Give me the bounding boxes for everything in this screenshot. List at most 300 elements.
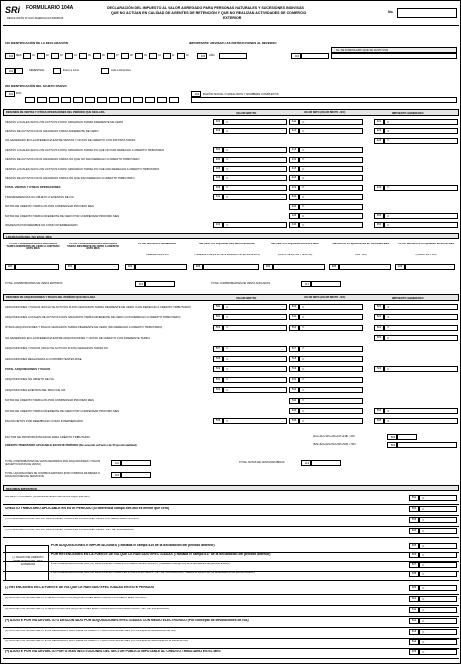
resumen-equals-610: = [422, 595, 425, 601]
resumen-label-611: (+) AJUSTE POR IVA DEVUELTO O DESCONTADO EN ADQUISICIONES EFECTUADAS EN ZONAS AFECTADAS - LEY DE SOLIDARIDAD [5, 608, 170, 610]
month-check-11[interactable] [163, 53, 171, 59]
ruc-digit-box[interactable] [97, 97, 107, 103]
resumen-equals-602: = [422, 505, 425, 511]
ruc-digit-box[interactable] [133, 97, 143, 103]
month-label-11: 11 [172, 54, 175, 57]
adq-input[interactable] [299, 314, 363, 320]
liq-header-1: TOTAL TRANSFERENCIAS GRAVADAS TARIFA DIFERENTE DE CERO A CONTADO ESTE MES [6, 243, 60, 251]
sustituye-input[interactable] [301, 53, 329, 59]
adq-code-text: 529 [376, 367, 382, 371]
ruc-digit-box[interactable] [73, 97, 83, 103]
resumen-code-text-606: 606 [411, 553, 417, 556]
adq-code-text: 518 [291, 357, 297, 360]
adq-input[interactable] [223, 377, 287, 383]
adq-equals: = [302, 355, 305, 361]
ventas-input[interactable] [299, 147, 363, 153]
month-label-07: 07 [116, 54, 119, 57]
adq-equals: = [226, 313, 229, 319]
liq-input-481[interactable] [75, 264, 119, 270]
adq-equals: = [226, 386, 229, 392]
ruc-digit-box[interactable] [61, 97, 71, 103]
resumen-divider [3, 648, 459, 649]
sem1-check[interactable] [53, 68, 61, 74]
liq-input-480[interactable] [15, 264, 59, 270]
resumen-header [3, 485, 459, 491]
adq-code-text: 543 [291, 398, 297, 402]
ventas-input[interactable] [223, 185, 287, 191]
adq-input[interactable] [384, 304, 458, 310]
adq-equals: = [387, 365, 390, 371]
adq-code-text: 512 [291, 325, 297, 329]
ct-code: 564 [387, 442, 397, 448]
adq-equals: = [226, 303, 229, 309]
ventas-equals: = [387, 127, 390, 133]
anio-input[interactable] [219, 53, 247, 59]
ventas-code-text: 422 [376, 129, 382, 133]
resumen-input-607[interactable] [419, 562, 457, 568]
adq-equals: = [302, 303, 305, 309]
saldo-label: (-) SALDO DE CRÉDITO ANTERIOR [12, 555, 44, 567]
resumen-equals-605: = [422, 542, 425, 548]
adq-equals: = [387, 407, 390, 413]
ventas-code-text: 429 [376, 185, 382, 189]
tc-anulados-code: 117 [301, 281, 311, 287]
ventas-equals: = [302, 146, 305, 152]
adq-col4: IMPUESTO GENERADO [392, 296, 424, 300]
adq-code-text: 517 [291, 346, 297, 350]
month-label-04: 04 [74, 54, 77, 57]
ventas-equals: = [387, 184, 390, 190]
tc2-input[interactable] [311, 460, 341, 466]
ruc-digit-box[interactable] [157, 97, 167, 103]
resumen-label-602: CRÉDITO TRIBUTARIO APLICABLE EN ESTE PERÍODO (Si diferencia campo 499-564 es menor que cero) [5, 507, 170, 510]
adq-label: ADQUISICIONES EXENTAS DEL PAGO DE IVA [5, 388, 66, 392]
resumen-code-text-607: 607 [411, 563, 417, 566]
liquidacion-header [3, 233, 459, 239]
adq-equals: = [226, 417, 229, 423]
mes-label: MES [16, 54, 22, 57]
resumen-label-606: POR RETENCIONES EN LA FUENTE DE IVA QUE LE HAN SIDO EFECTUADAS (Traslada el campo 617 de la declaración del período anterior) [51, 553, 271, 556]
semestral-code: 101 [5, 68, 15, 74]
adq-equals: = [302, 376, 305, 382]
resumen-input-612[interactable] [419, 618, 457, 624]
month-check-12[interactable] [177, 53, 185, 59]
resumen-label-610: (+) AJUSTE POR IVA DEVUELTO O DESCONTADO POR ADQUISICIONES EFECTUADAS CON MEDIO ELECTRÓNICO [5, 597, 147, 599]
ventas-input[interactable] [384, 128, 458, 134]
ruc-digit-box[interactable] [121, 97, 131, 103]
tc3-input[interactable] [121, 472, 151, 478]
ventas-code-text: 411 [291, 120, 297, 123]
adq-equals: = [387, 334, 390, 340]
ventas-input[interactable] [384, 222, 458, 228]
adq-input[interactable] [299, 366, 363, 372]
ruc-label: RUC [16, 92, 22, 95]
ventas-equals: = [387, 118, 390, 124]
month-check-05[interactable] [79, 53, 87, 59]
ventas-input[interactable] [384, 185, 458, 191]
resumen-label-604: (-) COMPENSACIÓN DE IVA POR VENTAS EFECTUADAS EN ZONAS AFECTADAS - LEY DE SOLIDARIDAD [5, 529, 134, 531]
resumen-divider [3, 616, 459, 617]
month-check-10[interactable] [149, 53, 157, 59]
mes-code: 101 [5, 53, 15, 59]
tc-anulados-input[interactable] [311, 281, 341, 287]
resumen-divider [3, 658, 459, 659]
adq-input[interactable] [299, 377, 363, 383]
adq-code-text: 535 [215, 419, 221, 423]
sem2-label: Julio a Diciembre [111, 69, 131, 72]
ventas-equals: = [302, 203, 305, 209]
adq-input[interactable] [299, 387, 363, 393]
ventas-label: VENTAS LOCALES (EXCLUYE ACTIVOS FIJOS) GRAVADAS TARIFA 0% QUE DAN DERECHO A CRÉDITO TRIBUTARIO [5, 167, 160, 171]
form-number-field[interactable] [397, 8, 457, 18]
resumen-label-614: (+) AJUSTE POR IVA DEVUELTO E IVA RECHAZADO IMPUTABLE AL CRÉDITO TRIBUTARIO EN EL MES (Por concepto de retenciones en la fuente de IVA) [5, 640, 189, 642]
adq-input[interactable] [384, 335, 458, 341]
tc2-label: TOTAL NOTAS DE VENTA RECIBIDAS [239, 461, 285, 464]
adq-equals: = [302, 386, 305, 392]
resumen-equals-606: = [422, 551, 425, 557]
ventas-input[interactable] [299, 157, 363, 163]
month-check-04[interactable] [65, 53, 73, 59]
ventas-code-text: 406 [215, 176, 221, 180]
tc-emitidos-input[interactable] [145, 281, 175, 287]
ventas-equals: = [302, 165, 305, 171]
resumen-input-601[interactable] [419, 495, 457, 501]
saldo-label-box [5, 545, 49, 581]
month-check-03[interactable] [51, 53, 59, 59]
ventas-input[interactable] [299, 194, 363, 200]
adq-equals: = [302, 417, 305, 423]
adq-equals: = [302, 397, 305, 403]
tc-emitidos-label: TOTAL COMPROBANTES DE VENTA EMITIDOS [5, 282, 63, 285]
resumen-input-606[interactable] [419, 552, 457, 558]
month-label-01: 01 [32, 54, 35, 57]
resumen-equals-615: = [422, 648, 425, 654]
adq-equals: = [302, 345, 305, 351]
adq-input[interactable] [299, 408, 363, 414]
adq-equals: = [387, 417, 390, 423]
tc1-input[interactable] [121, 460, 151, 466]
resumen-input-610[interactable] [419, 596, 457, 602]
ventas-input[interactable] [299, 128, 363, 134]
ventas-input[interactable] [299, 185, 363, 191]
anio-code: 102 [197, 53, 207, 59]
resumen-input-602[interactable] [419, 506, 457, 512]
resumen-equals-604: = [422, 527, 425, 533]
resumen-code-text-605: 605 [411, 544, 417, 547]
liq-input-499[interactable] [405, 264, 455, 270]
adq-input[interactable] [299, 356, 363, 362]
ventas-code-text: 453 [376, 214, 382, 217]
resumen-input-603[interactable] [419, 517, 457, 523]
liq-header-5: IMPUESTO A LIQUIDAR EN ESTE MES [271, 243, 319, 245]
adq-input[interactable] [223, 356, 287, 362]
resumen-code-text-614: 614 [411, 640, 417, 643]
resumen-label-609: (-) RETENCIONES EN LA FUENTE DE IVA QUE LE HAN SIDO EFECTUADAS EN ESTE PERÍODO [5, 586, 155, 589]
resumen-code-text-610: 610 [411, 597, 417, 600]
resumen-equals-601: = [422, 494, 425, 500]
tc-anulados-label: TOTAL COMPROBANTES DE VENTA ANULADOS [211, 282, 270, 285]
ventas-label: TRANSFERENCIAS NO OBJETO O EXENTAS DE IVA [5, 195, 74, 199]
resumen-section: RESUMEN IMPOSITIVO [6, 486, 38, 491]
ct-label: CRÉDITO TRIBUTARIO APLICABLE EN ESTE PERÍODO (De acuerdo al Factor de Proporcionalidad) [5, 443, 137, 447]
tc2-code: 113 [301, 460, 311, 466]
adq-label: PAGOS NETOS POR REEMBOLSO COMO INTERMEDIARIO [5, 419, 83, 423]
liq-header-sub-7: (SUMAR 483 + 484) [415, 254, 437, 256]
ventas-equals: = [226, 156, 229, 162]
month-check-08[interactable] [121, 53, 129, 59]
month-check-01[interactable] [23, 53, 31, 59]
ct-input[interactable] [397, 442, 457, 448]
adq-code-text: 511 [291, 315, 297, 319]
month-check-06[interactable] [93, 53, 101, 59]
adq-label: ADQUISICIONES Y PAGOS (EXCLUYE ACTIVOS FIJOS) GRAVADOS TARIFA DIFERENTE DE CERO (CON DERECHO A CRÉDITO TRIBUTARIO) [5, 305, 191, 309]
ruc-digit-box[interactable] [109, 97, 119, 103]
liq-header-sub-3: Trasládese campo 429 [145, 254, 169, 256]
ventas-input[interactable] [384, 119, 458, 125]
adq-input[interactable] [384, 418, 458, 424]
adq-input[interactable] [223, 346, 287, 352]
ventas-code-text: 454 [376, 223, 382, 227]
ventas-equals: = [302, 212, 305, 218]
sem1-label: Enero a Junio [63, 69, 80, 72]
month-label-10: 10 [158, 54, 161, 57]
resumen-input-604[interactable] [419, 528, 457, 534]
header-divider [3, 25, 459, 26]
ventas-input[interactable] [223, 194, 287, 200]
ventas-input[interactable] [299, 119, 363, 125]
ventas-code-text: 403 [215, 148, 221, 152]
ventas-equals: = [226, 165, 229, 171]
resumen-divider [3, 515, 459, 516]
adq-code-text: 542 [291, 388, 297, 392]
resumen-label-608: POR COMPENSACIÓN DE IVA POR VENTAS EFECTUADAS EN ZONAS AFECTADAS - LEY DE SOLIDARIDAD (Traslada el campo 621 de la declaración del período anterior) [51, 572, 255, 574]
adq-code-text: 521 [376, 315, 382, 319]
ventas-equals: = [226, 174, 229, 180]
resumen-code-text-602: 602 [411, 507, 417, 510]
ruc-digit-box[interactable] [37, 97, 47, 103]
ventas-code-text: 421 [376, 120, 382, 123]
liq-header-3: TOTAL IMPUESTO GENERADO [137, 243, 177, 245]
month-label-12: 12 [186, 54, 189, 57]
ventas-input[interactable] [223, 128, 287, 134]
adq-code-text: 507 [215, 346, 221, 350]
month-check-09[interactable] [135, 53, 143, 59]
resumen-input-614[interactable] [419, 639, 457, 645]
razon-label: RAZÓN SOCIAL O APELLIDOS Y NOMBRES COMPLETOS [203, 92, 279, 96]
liq-input-484[interactable] [273, 264, 325, 270]
ruc-code: 201 [5, 91, 15, 97]
form-title-3: EXTERIOR [223, 16, 242, 20]
ruc-digit-box[interactable] [49, 97, 59, 103]
semestral-check[interactable] [15, 68, 23, 74]
razon-input[interactable] [191, 97, 457, 103]
liq-header-6: IMPUESTO A LIQUIDAR EN EL PRÓXIMO MES [332, 243, 390, 245]
liq-input-485[interactable] [339, 264, 391, 270]
adq-code-text: 545 [291, 419, 297, 423]
ventas-code-text: 413 [291, 148, 297, 152]
adq-equals: = [226, 355, 229, 361]
ventas-equals: = [387, 221, 390, 227]
ventas-code-text: 409 [215, 185, 221, 189]
liq-header-sub-4: (Trasládese el campo 485 de la declaración del período anterior) [194, 254, 260, 256]
ventas-label: VENTAS DE ACTIVOS FIJOS GRAVADAS TARIFA 0% QUE NO DAN DERECHO A CRÉDITO TRIBUTARIO [5, 158, 140, 162]
adq-code-text: 532 [215, 388, 221, 392]
adq-label: TOTAL ADQUISICIONES Y PAGOS [5, 367, 51, 371]
adq-input[interactable] [299, 398, 363, 404]
fp-label: FACTOR DE PROPORCIONALIDAD PARA CRÉDITO TRIBUTARIO [5, 435, 90, 439]
ventas-equals: = [226, 146, 229, 152]
ventas-equals: = [302, 127, 305, 133]
ventas-input[interactable] [223, 119, 287, 125]
ruc-digit-box[interactable] [85, 97, 95, 103]
adq-equals: = [302, 324, 305, 330]
adq-input[interactable] [223, 304, 287, 310]
resumen-label-603: (-) COMPENSACIÓN DE IVA POR VENTAS EFECTUADAS EN ZONAS AFECTADAS CON MEDIO ELECTRÓNICO [5, 518, 140, 520]
liq-code-text-484: 484 [265, 265, 271, 268]
liq-header-4: IMPUESTO A LIQUIDAR DEL MES ANTERIOR [199, 243, 255, 245]
adq-input[interactable] [223, 366, 287, 372]
adq-equals: = [387, 313, 390, 319]
resumen-equals-613: = [422, 628, 425, 634]
liq-input-483[interactable] [203, 264, 259, 270]
adq-code-text: 509 [215, 367, 221, 371]
ruc-digit-box[interactable] [25, 97, 35, 103]
form-number: FORMULARIO 104A [26, 5, 74, 11]
ventas-equals: = [387, 212, 390, 218]
resumen-input-608[interactable] [419, 571, 457, 577]
ventas-input[interactable] [223, 222, 287, 228]
resumen-code-text-609: 609 [411, 586, 417, 589]
liq-input-482[interactable] [135, 264, 187, 270]
ventas-code-text: 402 [215, 129, 221, 133]
ventas-col1: RESUMEN DE VENTAS Y OTRAS OPERACIONES DEL PERÍODO QUE DECLARA [6, 111, 105, 114]
fp-input[interactable] [397, 434, 417, 440]
month-check-02[interactable] [37, 53, 45, 59]
ventas-input[interactable] [223, 166, 287, 172]
ventas-input[interactable] [299, 204, 363, 210]
ventas-code-text: 431 [215, 195, 221, 199]
resumen-divider [3, 561, 459, 562]
adq-input[interactable] [223, 418, 287, 424]
resumen-label-605: POR ADQUISICIONES E IMPORTACIONES (Traslada el campo 615 de la declaración del período anterior) [51, 544, 215, 547]
month-check-07[interactable] [107, 53, 115, 59]
resumen-divider [3, 638, 459, 639]
resumen-input-613[interactable] [419, 629, 457, 635]
adq-input[interactable] [299, 346, 363, 352]
adquisiciones-header [3, 294, 459, 301]
resumen-input-615[interactable] [419, 649, 457, 655]
adq-input[interactable] [223, 325, 287, 331]
adq-label: NOTAS DE CRÉDITO TARIFA DIFERENTE DE CERO POR COMPENSAR PRÓXIMO MES [5, 409, 120, 413]
sustituye-code: 104 [291, 53, 301, 59]
tc3-code: 115 [111, 472, 121, 478]
ventas-col4: IMPUESTO GENERADO [392, 111, 424, 115]
ventas-input[interactable] [299, 213, 363, 219]
adq-input[interactable] [299, 304, 363, 310]
ventas-code-text: 444 [291, 223, 297, 227]
liq-code-text-499: 499 [397, 265, 403, 268]
tc1-label: TOTAL COMPROBANTES DE VENTA RECIBIDOS POR ADQUISICIONES Y PAGOS (EXCEPTO NOTAS DE VENTA) [5, 460, 101, 466]
ventas-input[interactable] [223, 157, 287, 163]
ventas-equals: = [226, 118, 229, 124]
resumen-code-text-613: 613 [411, 630, 417, 633]
resumen-code-text-611: 611 [411, 608, 417, 611]
resumen-equals-612: = [422, 617, 425, 623]
adq-input[interactable] [384, 314, 458, 320]
adq-input[interactable] [223, 387, 287, 393]
adq-code-text: 544 [291, 409, 297, 412]
ventas-equals: = [302, 184, 305, 190]
adq-code-text: 502 [215, 325, 221, 329]
adq-label: IVA GENERADO EN LA DIFERENCIA ENTRE ADQUISICIONES Y NOTAS DE CRÉDITO CON DIFERENTE TARIFA [5, 336, 150, 340]
ventas-code-text: 441 [291, 195, 297, 199]
adq-input[interactable] [384, 325, 458, 331]
ventas-input[interactable] [299, 175, 363, 181]
adq-input[interactable] [299, 418, 363, 424]
ventas-code-text: 412 [291, 129, 297, 133]
ruc-digit-box[interactable] [169, 97, 179, 103]
resumen-divider [3, 605, 459, 606]
ventas-col2: VALOR BRUTO [236, 111, 257, 115]
resumen-equals-609: = [422, 584, 425, 590]
resumen-equals-614: = [422, 638, 425, 644]
resumen-divider [3, 537, 459, 538]
ventas-code-text: 419 [291, 185, 297, 189]
adq-input[interactable] [223, 314, 287, 320]
adq-input[interactable] [384, 366, 458, 372]
ruc-digit-box[interactable] [145, 97, 155, 103]
ventas-label: IVA GENERADO EN LA DIFERENCIA ENTRE VENTAS Y NOTAS DE CRÉDITO CON DISTINTA TARIFA [5, 139, 136, 143]
ventas-input[interactable] [299, 166, 363, 172]
ventas-input[interactable] [223, 175, 287, 181]
sustituye-label: No. DE FORMULARIO QUE SE SUSTITUYE [336, 48, 389, 52]
sujeto-section: 200 IDENTIFICACIÓN DEL SUJETO PASIVO [5, 84, 67, 88]
resumen-label-601: IMPUESTO CAUSADO (Si diferencia campo 499-564 es mayor que cero) [5, 496, 90, 498]
anio-label: AÑO [209, 54, 215, 57]
month-label-09: 09 [144, 54, 147, 57]
sri-logo-text: SRi [5, 5, 21, 15]
liq-header-7: TOTAL IMPUESTO A LIQUIDAR EN ESTE MES [397, 243, 455, 245]
adq-input[interactable] [299, 325, 363, 331]
ventas-input[interactable] [384, 138, 458, 144]
ct-formula: (520+521+523+524+525+526) × 563 [313, 443, 356, 446]
resumen-divider [3, 526, 459, 527]
adq-input[interactable] [384, 408, 458, 414]
identificacion-section: 100 IDENTIFICACIÓN DE LA DECLARACIÓN [5, 41, 68, 45]
tc1-code: 111 [111, 460, 121, 466]
adq-code-text: 531 [215, 377, 221, 381]
adq-equals: = [387, 324, 390, 330]
adq-col2: VALOR BRUTO [236, 296, 257, 300]
ventas-label: VENTAS DE ACTIVOS FIJOS GRAVADAS TARIFA DIFERENTE DE CERO [5, 129, 99, 133]
resumen-equals-607: = [422, 561, 425, 567]
ventas-input[interactable] [299, 222, 363, 228]
resumen-code-text-603: 603 [411, 518, 417, 521]
resumen-input-605[interactable] [419, 543, 457, 549]
month-label-03: 03 [60, 54, 63, 57]
resumen-input-609[interactable] [419, 585, 457, 591]
liq-code-text-482: 482 [127, 265, 133, 268]
resumen-input-611[interactable] [419, 607, 457, 613]
ventas-header [3, 109, 459, 116]
semestral-label: SEMESTRAL [29, 69, 45, 72]
ventas-input[interactable] [384, 213, 458, 219]
sem2-check[interactable] [101, 68, 109, 74]
sustituye-field[interactable] [331, 53, 457, 59]
ventas-input[interactable] [223, 147, 287, 153]
ventas-col3: VALOR NETO (VALOR BRUTO - N/C) [304, 111, 346, 114]
ventas-code-text: 423 [376, 138, 382, 142]
